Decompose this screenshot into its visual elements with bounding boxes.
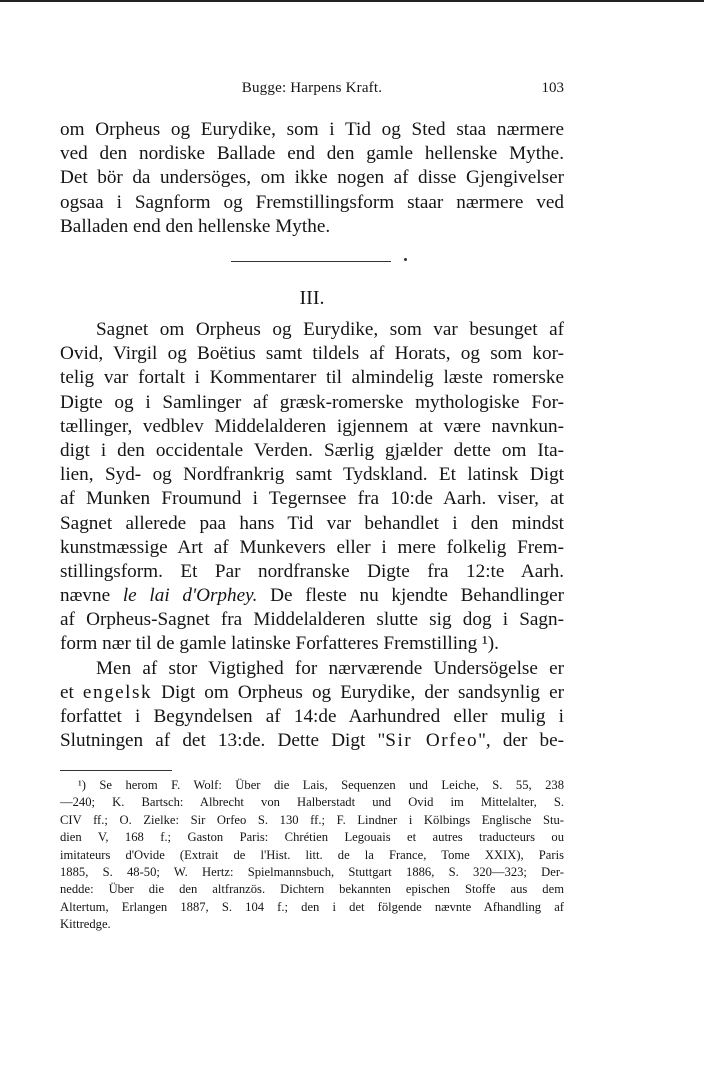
spaced-title: Sir Orfeo (385, 730, 479, 752)
italic-title: le lai d'Orphey. (122, 585, 258, 607)
text-line: om Orpheus og Eurydike, som i Tid og Sted staa nærmere (60, 119, 564, 140)
running-header (60, 80, 564, 100)
separator-dot (404, 258, 407, 261)
text-line: tællinger, vedblev Middelalderen igjennem at være navnkun- (60, 415, 564, 437)
text-line: lien, Syd- og Nordfrankrig samt Tydskland. Et latinsk Digt (60, 464, 564, 486)
spaced-word: engelsk (82, 681, 153, 703)
footnote-line: CIV ff.; O. Zielke: Sir Orfeo S. 130 ff.; F. Lindner i Kölbings Englische Stu- (60, 812, 564, 827)
page-top-edge (0, 0, 704, 2)
footnote-line: 1885, S. 48-50; W. Hertz: Spielmannsbuch, Stuttgart 1886, S. 320—323; Der- (60, 864, 564, 879)
text-line: stillingsform. Et Par nordfranske Digte fra 12:te Aarh. (60, 560, 564, 582)
main-text (60, 318, 564, 753)
text-line: Balladen end den hellenske Mythe. (60, 215, 331, 237)
intro-paragraph (60, 118, 564, 239)
text-segment: nævne (60, 585, 123, 607)
text-line: form nær til de gamle latinske Forfatteres Fremstilling ¹). (60, 633, 499, 655)
footnote (60, 777, 564, 934)
text-line: telig var fortalt i Kommentarer til almindelig læste romerske (60, 367, 564, 389)
footnote-line: Kittredge. (60, 917, 111, 932)
text-segment: ", der be- (478, 730, 565, 752)
text-segment: De fleste nu kjendte Behandlinger (257, 585, 564, 607)
section-heading: III. (299, 287, 325, 309)
footnote-line: —240; K. Bartsch: Albrecht von Halberstadt und Ovid im Mittelalter, S. (60, 795, 564, 810)
text-segment: et (60, 681, 83, 703)
text-line: Sagnet om Orpheus og Eurydike, som var besunget af (96, 319, 564, 340)
text-line (60, 681, 564, 705)
text-segment: Slutningen af det 13:de. Dette Digt " (60, 730, 386, 752)
text-line: Digte og i Samlinger af græsk-romerske mythologiske For- (60, 391, 564, 413)
text-line: af Orpheus-Sagnet fra Middelalderen slutte sig dog i Sagn- (60, 609, 564, 631)
footnote-line: nedde: Über die den altfranzös. Dichtern bekannten epischen Stoffe aus dem (60, 882, 564, 897)
text-line: kunstmæssige Art af Munkevers eller i mere folkelig Frem- (60, 536, 564, 558)
footnote-line: dien V, 168 f.; Gaston Paris: Chrétien Legouais et autres traducteurs ou (60, 830, 564, 845)
text-line: Det bör da undersöges, om ikke nogen af disse Gjengivelser (60, 167, 564, 189)
text-line: ved den nordiske Ballade end den gamle hellenske Mythe. (60, 143, 564, 165)
page-number: 103 (541, 80, 564, 96)
footnote-rule (60, 770, 172, 771)
text-line: Men af stor Vigtighed for nærværende Undersögelse er (96, 657, 564, 679)
text-line: Ovid, Virgil og Boëtius samt tildels af Horats, og som kor- (60, 343, 564, 365)
footnote-line: imitateurs d'Ovide (Extrait de l'Hist. litt. de la France, Tome XXIX), Paris (60, 847, 564, 862)
footnote-line: Altertum, Erlangen 1887, S. 104 f.; den i det fölgende nævnte Afhandling af (60, 899, 564, 914)
text-line: forfattet i Begyndelsen af 14:de Aarhundred eller mulig i (60, 706, 564, 727)
section-separator-rule (231, 261, 391, 262)
text-line: ogsaa i Sagnform og Fremstillingsform staar nærmere ved (60, 191, 564, 213)
text-segment: Digt om Orpheus og Eurydike, der sandsynlig er (152, 681, 564, 703)
text-line (60, 729, 564, 753)
text-line (60, 584, 564, 608)
running-title: Bugge: Harpens Kraft. (241, 80, 383, 96)
text-line: af Munken Froumund i Tegernsee fra 10:de Aarh. viser, at (60, 488, 564, 510)
footnote-line: ¹) Se herom F. Wolf: Über die Lais, Sequenzen und Leiche, S. 55, 238 (78, 778, 564, 792)
text-line: Sagnet allerede paa hans Tid var behandlet i den mindst (60, 512, 564, 534)
text-line: digt i den occidentale Verden. Særlig gjælder dette om Ita- (60, 439, 564, 461)
